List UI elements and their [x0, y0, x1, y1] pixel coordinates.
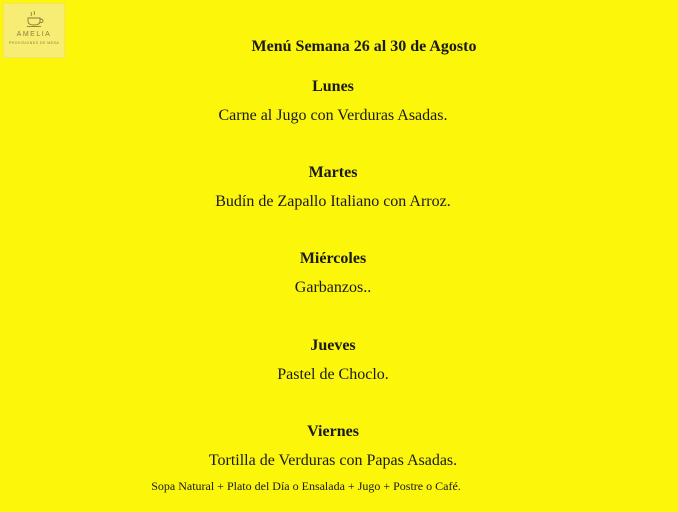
dish-tuesday: Budín de Zapallo Italiano con Arroz. — [215, 193, 451, 210]
menu-title: Menú Semana 26 al 30 de Agosto — [251, 38, 477, 55]
day-label-thursday: Jueves — [310, 337, 356, 354]
day-label-tuesday: Martes — [308, 164, 358, 181]
dish-friday: Tortilla de Verduras con Papas Asadas. — [208, 452, 458, 469]
day-label-friday: Viernes — [307, 423, 359, 440]
day-label-monday: Lunes — [312, 78, 354, 95]
dish-wednesday: Garbanzos.. — [294, 279, 372, 296]
day-label-wednesday: Miércoles — [299, 250, 367, 267]
menu-footer-note: Sopa Natural + Plato del Día o Ensalada + Jugo + Postre o Café. — [151, 479, 461, 493]
dish-thursday: Pastel de Choclo. — [277, 366, 389, 383]
logo-tagline: PROVISIONES DE MESA — [8, 41, 60, 45]
dish-monday: Carne al Jugo con Verduras Asadas. — [218, 107, 448, 124]
logo-name: AMELIA — [16, 31, 52, 38]
coffee-cup-icon — [25, 10, 45, 28]
